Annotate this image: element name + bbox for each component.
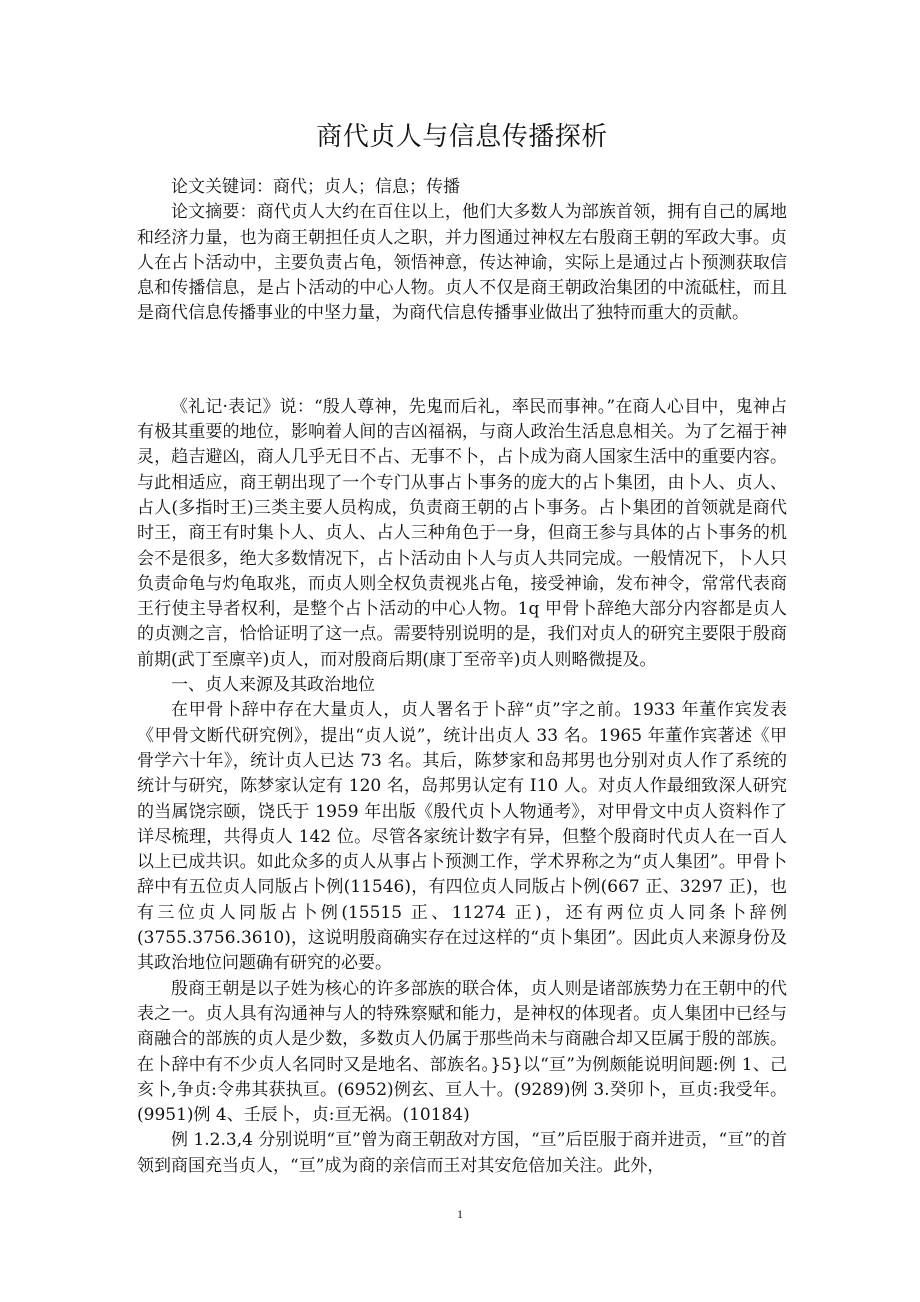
abstract-paragraph: 论文摘要：商代贞人大约在百住以上，他们大多数人为部族首领，拥有自己的属地和经济力量，也为商王朝担任贞人之职，并力图通过神权左右殷商王朝的军政大事。贞人在占卜活动中，主要负责占龟，领悟神意，传达神谕，实际上是通过占卜预测获取信息和传播信息，是占卜活动的中心人物。贞人不仅是商王朝政治集团的中流砥柱，而且是商代信息传播事业的中坚力量，为商代信息传播事业做出了独特而重大的贡献。	[137, 202, 787, 324]
section-heading: 一、贞人来源及其政治地位	[171, 675, 375, 696]
body-paragraph: 《礼记·表记》说：“殷人尊神，先鬼而后礼，率民而事神。”在商人心目中，鬼神占有极其重要的地位，影响着人间的吉凶福祸，与商人政治生活息息相关。为了乞福于神灵，趋吉避凶，商人几乎无日不占、无事不卜，占卜成为商人国家生活中的重要内容。与此相适应，商王朝出现了一个专门从事占卜事务的庞大的占卜集团，由卜人、贞人、占人(多指时王)三类主要人员构成，负责商王朝的占卜事务。占卜集团的首领就是商代时王，商王有时集卜人、贞人、占人三种角色于一身，但商王参与具体的占卜事务的机会不是很多，绝大多数情况下，占卜活动由卜人与贞人共同完成。一般情况下，卜人只负责命龟与灼龟取兆，而贞人则全权负责视兆占龟，接受神谕，发布神令，常常代表商王行使主导者权利，是整个占卜活动的中心人物。1q 甲骨卜辞绝大部分内容都是贞人的贞测之言，恰恰证明了这一点。需要特别说明的是，我们对贞人的研究主要限于殷商前期(武丁至廪辛)贞人，而对殷商后期(康丁至帝辛)贞人则略微提及。	[137, 396, 787, 670]
body-paragraph: 殷商王朝是以子姓为核心的许多部族的联合体，贞人则是诸部族势力在王朝中的代表之一。贞人具有沟通神与人的特殊察赋和能力，是神权的体现者。贞人集团中已经与商融合的部族的贞人是少数，多数贞人仍属于那些尚未与商融合却又臣属于殷的部族。在卜辞中有不少贞人名同时又是地名、部族名。}5}以“亘”为例颇能说明间题:例 1、己亥卜,争贞:令弗其获执亘。(6952)例玄、亘人十。(9289)例 3.癸卯卜，亘贞:我受年。(9951)例 4、壬辰卜，贞:亘无祸。(10184)	[137, 978, 787, 1126]
document-title: 商代贞人与信息传播探析	[316, 122, 608, 152]
body-paragraph: 例 1.2.3,4 分别说明“亘”曾为商王朝敌对方国，“亘”后臣服于商并进贡，“亘”的首领到商国充当贞人，“亘”成为商的亲信而王对其安危倍加关注。此外，	[137, 1130, 787, 1176]
body-paragraph: 在甲骨卜辞中存在大量贞人，贞人署名于卜辞“贞”字之前。1933 年董作宾发表《甲骨文断代研究例》，提出“贞人说”，统计出贞人 33 名。1965 年董作宾著述《甲骨学六十年》，统计贞人已达 73 名。其后，陈梦家和岛邦男也分别对贞人作了系统的统计与研究，陈梦家认定有 120 名，岛邦男认定有 I10 人。对贞人作最细致深人研究的当属饶宗颐，饶氏于 1959 年出版《殷代贞卜人物通考》，对甲骨文中贞人资料作了详尽梳理，共得贞人 142 位。尽管各家统计数字有异，但整个殷商时代贞人在一百人以上已成共识。如此众多的贞人从事占卜预测工作，学术界称之为“贞人集团”。甲骨卜辞中有五位贞人同版占卜例(11546)，有四位贞人同版占卜例(667 正、3297 正)，也有三位贞人同版占卜例(15515 正、11274 正)，还有两位贞人同条卜辞例(3755.3756.3610)，这说明殷商确实存在过这样的“贞卜集团”。因此贞人来源身份及其政治地位问题确有研究的必要。	[137, 700, 787, 974]
keywords-line: 论文关键词：商代；贞人；信息；传播	[171, 177, 460, 197]
document-page	[137, 108, 787, 1179]
page-number: 1	[457, 1207, 463, 1221]
section-spacer	[137, 327, 787, 395]
